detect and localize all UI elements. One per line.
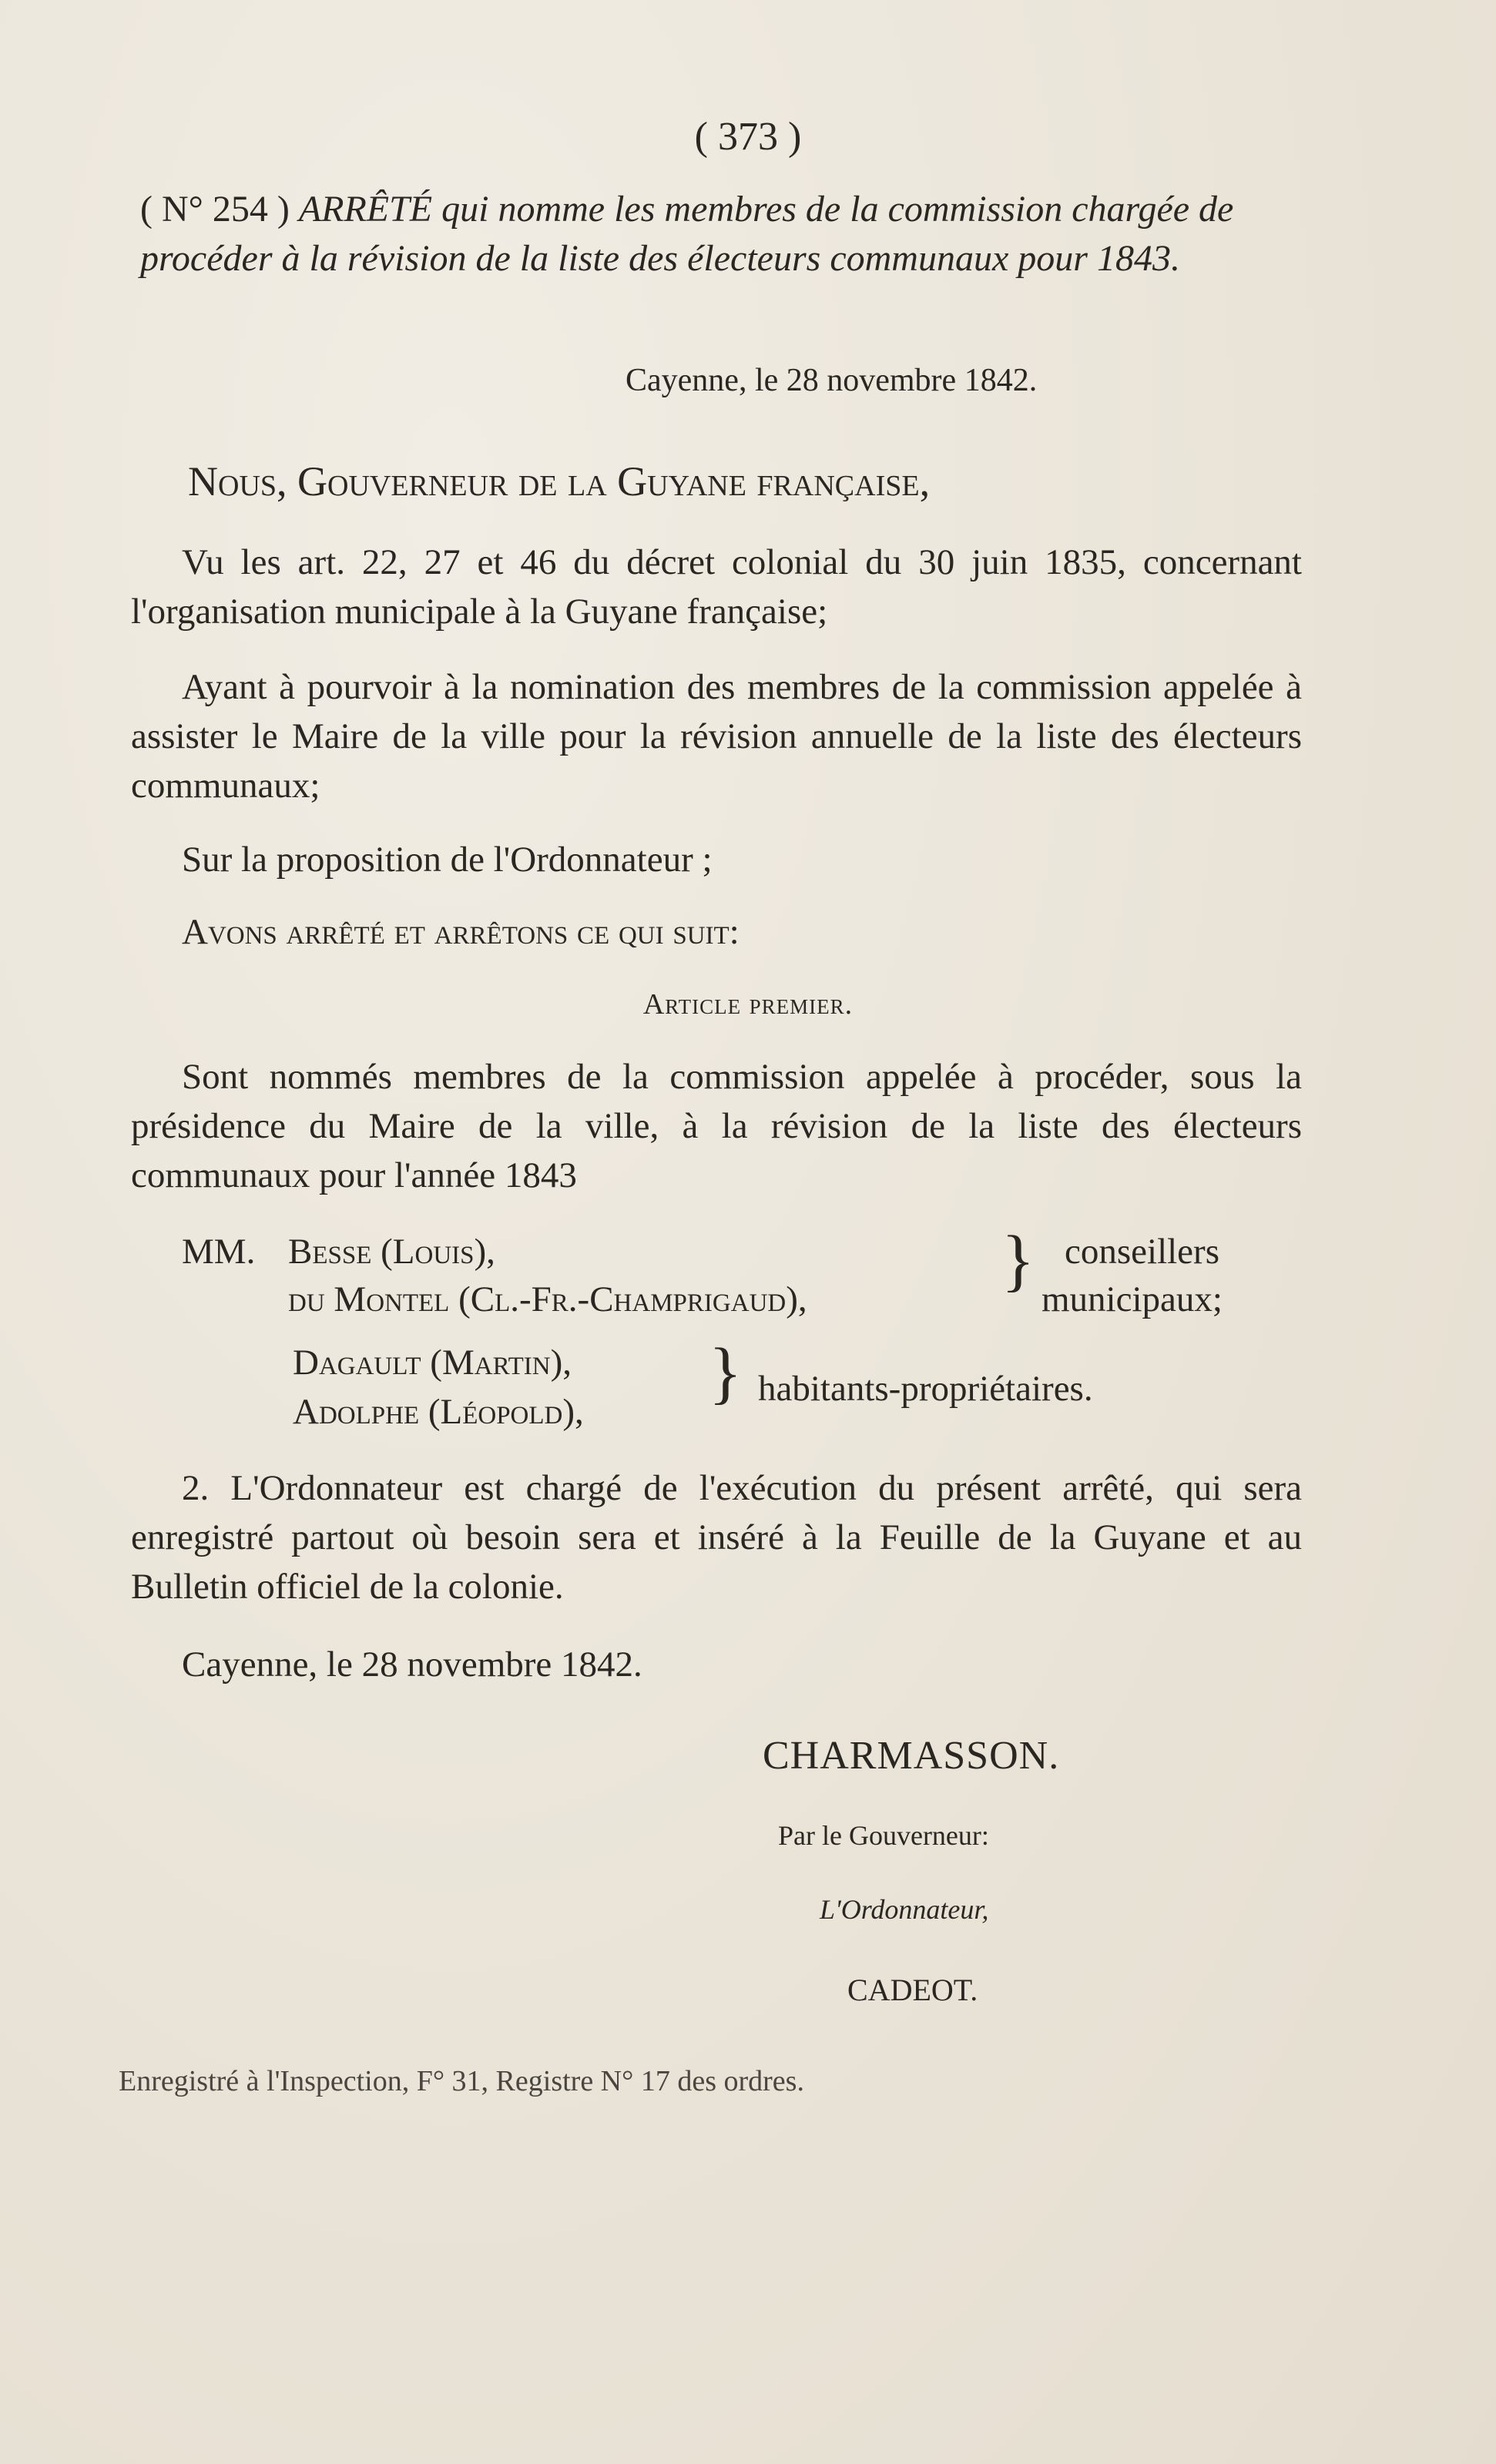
consideration-2: Ayant à pourvoir à la nomination des membres de la commission appelée à assister le Maire de la ville pour la révision annuelle de la liste des électeurs communaux; xyxy=(131,667,1302,806)
member-besse: Besse (Louis), xyxy=(288,1232,495,1272)
brace-icon: } xyxy=(709,1335,743,1411)
date-line: Cayenne, le 28 novembre 1842. xyxy=(626,363,1038,398)
signature: CHARMASSON. xyxy=(763,1734,1060,1778)
closing-date: Cayenne, le 28 novembre 1842. xyxy=(182,1644,642,1685)
role-line-1: conseillers xyxy=(1065,1232,1219,1272)
page-number: ( 373 ) xyxy=(694,115,802,159)
article-2-text: 2. L'Ordonnateur est chargé de l'exécution du présent arrêté, qui sera enregistré partout où besoin sera et inséré à la Feuille de la Guyane et au Bulletin officiel de la colonie. xyxy=(131,1468,1302,1607)
decree-title xyxy=(140,185,1311,283)
ordonnateur-label: L'Ordonnateur, xyxy=(820,1894,989,1925)
countersignature: CADEOT. xyxy=(847,1973,978,2007)
decree-title-text: ARRÊTÉ qui nomme les membres de la commission chargée de procéder à la révision de la liste des électeurs communaux pour 1843. xyxy=(140,189,1234,279)
registration-note: Enregistré à l'Inspection, F° 31, Registre N° 17 des ordres. xyxy=(119,2065,804,2097)
member-adolphe: Adolphe (Léopold), xyxy=(293,1392,584,1432)
member-du-montel: du Montel (Cl.-Fr.-Champrigaud), xyxy=(288,1279,807,1319)
role-line-2: municipaux; xyxy=(1041,1279,1223,1319)
member-dagault: Dagault (Martin), xyxy=(293,1343,572,1383)
members-prefix: MM. xyxy=(182,1232,256,1272)
brace-icon: } xyxy=(1001,1222,1035,1299)
decision-line: Avons arrêté et arrêtons ce qui suit: xyxy=(182,912,740,952)
decree-number: ( N° 254 ) xyxy=(140,189,290,230)
article-heading: Article premier. xyxy=(642,988,854,1021)
preamble: Nous, Gouverneur de la Guyane française, xyxy=(188,458,931,505)
article-1-text: Sont nommés membres de la commission appelée à procéder, sous la présidence du Maire de la ville, à la révision de la liste des électeurs communaux pour l'année 1843 xyxy=(131,1057,1302,1195)
consideration-1: Vu les art. 22, 27 et 46 du décret colonial du 30 juin 1835, concernant l'organisation municipale à la Guyane française; xyxy=(131,542,1302,632)
consideration-3: Sur la proposition de l'Ordonnateur ; xyxy=(182,840,713,880)
by-line: Par le Gouverneur: xyxy=(778,1820,989,1851)
role-habitants: habitants-propriétaires. xyxy=(758,1369,1093,1409)
